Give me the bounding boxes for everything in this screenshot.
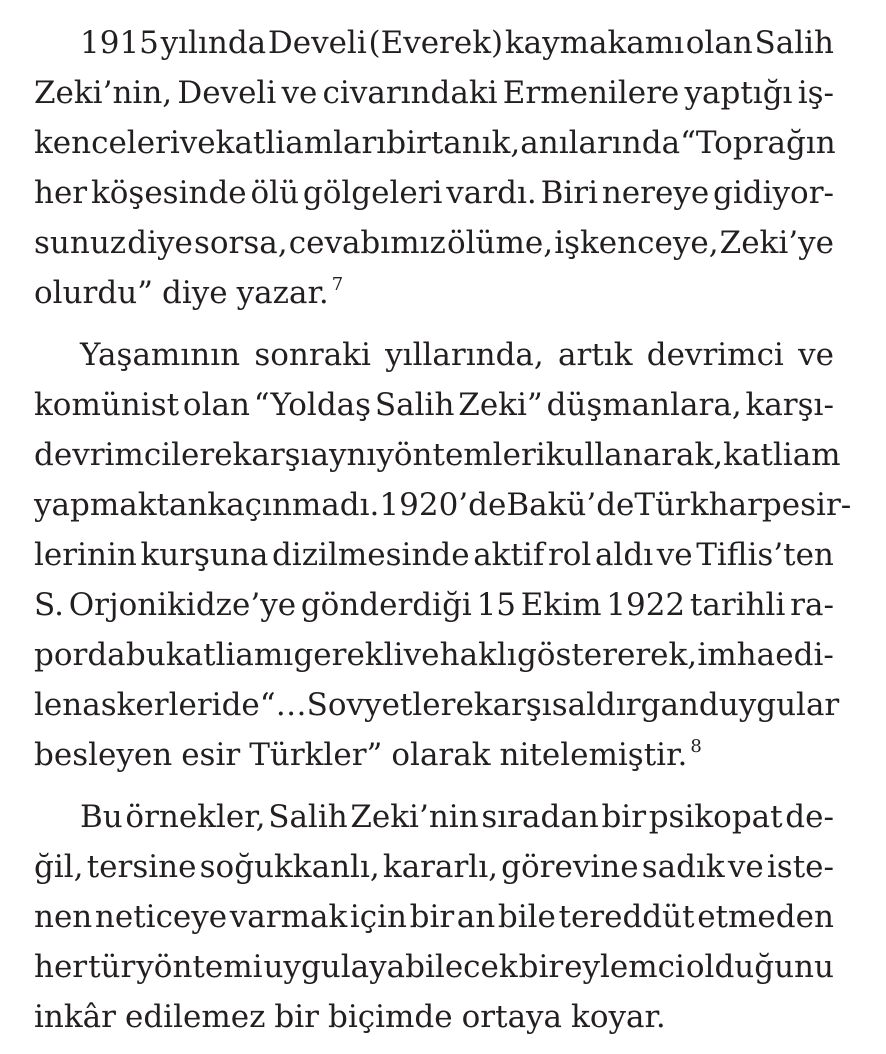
word: için [349, 899, 407, 935]
text-line [34, 168, 834, 218]
word: Orjonikidze’ye [68, 587, 297, 623]
word: ölüme, [446, 225, 554, 261]
text-line [34, 730, 834, 780]
word: aynı [310, 437, 377, 473]
word: ğil, [34, 849, 84, 885]
word: askerleri [82, 687, 222, 723]
text-line [34, 218, 834, 268]
word: lerinin [34, 537, 137, 573]
word: “… [259, 687, 307, 723]
word: rol [547, 537, 592, 573]
text-line [34, 992, 834, 1042]
word: yöntemleri [376, 437, 546, 473]
word: olarak [391, 737, 491, 773]
word: 1915 [80, 25, 159, 61]
word: Develi [267, 25, 367, 61]
word: iste- [766, 849, 834, 885]
word: Türkler” [249, 737, 383, 773]
text-line [34, 330, 834, 380]
word: Salih [268, 799, 348, 835]
word: tereddüt [558, 899, 695, 935]
word: nitelemiştir. $^8$ [499, 736, 702, 773]
word: 1920’de [379, 487, 507, 523]
word: kullanarak, [545, 437, 724, 473]
text-line [34, 430, 841, 480]
word: Biri [540, 175, 598, 211]
word: yazar. $^7$ [236, 274, 344, 311]
paragraph-1 [34, 18, 834, 318]
word: devrimcilere [34, 437, 233, 473]
word: haklı [439, 637, 517, 673]
word: neticeye [94, 899, 228, 935]
word: ve [727, 849, 764, 885]
text-line [34, 630, 834, 680]
word: Ekim [520, 587, 602, 623]
word: 1922 [606, 587, 686, 623]
word: Yaşamının [80, 337, 241, 373]
word: iş- [797, 75, 834, 111]
word: dizilmesinde [271, 537, 470, 573]
word: sadık [641, 849, 725, 885]
word: olurdu” [34, 275, 154, 311]
word: her [34, 949, 88, 985]
word: yılında [160, 25, 267, 61]
word: edi- [775, 637, 834, 673]
word: esir [181, 737, 241, 773]
word: Salih [754, 25, 834, 61]
word: koyar. [571, 999, 666, 1035]
word: ve [656, 537, 693, 573]
word: kenceleri [34, 125, 180, 161]
document-page [34, 18, 852, 1054]
word: Salih [374, 387, 455, 423]
word: cevabımız [288, 225, 446, 261]
word: nereye [601, 175, 710, 211]
word: nen [34, 899, 93, 935]
word: ölü [250, 175, 300, 211]
word: an [456, 899, 496, 935]
word: düşmanlara, [546, 387, 742, 423]
word: eylemci [564, 949, 685, 985]
word: de- [785, 799, 834, 835]
word: karşı [232, 437, 311, 473]
text-line [34, 118, 834, 168]
word: tersine [86, 849, 197, 885]
word: Ermenilere [502, 75, 680, 111]
word: Zeki” [458, 387, 543, 423]
text-line [34, 380, 834, 430]
text-line [34, 792, 834, 842]
word: Tiflis’ten [696, 537, 834, 573]
word: gerekli [293, 637, 404, 673]
text-line [34, 268, 834, 318]
word: ve [179, 125, 216, 161]
word: göstererek, [516, 637, 698, 673]
word: görevine [501, 849, 639, 885]
word: diye [162, 275, 228, 311]
text-line [34, 480, 852, 530]
word: olan [182, 387, 250, 423]
word: devrimci [646, 337, 784, 373]
word: Sovyetlere [306, 687, 474, 723]
word: edilemez [124, 999, 266, 1035]
word: bir [518, 949, 564, 985]
word: civarındaki [322, 75, 498, 111]
word: bir [409, 899, 455, 935]
word: psikopat [648, 799, 783, 835]
footnote-marker[interactable]: 8 [690, 736, 702, 757]
word: len [34, 687, 83, 723]
word: örnekler, [125, 799, 266, 835]
word: işkenceye, [554, 225, 719, 261]
word: bir [274, 999, 319, 1035]
word: köşesinde [90, 175, 247, 211]
word: yaptığı [684, 75, 793, 111]
word: duygular [698, 687, 840, 723]
word: sorsa, [193, 225, 288, 261]
word: ve [798, 337, 834, 373]
word: Develi [177, 75, 277, 111]
word: biçimde [328, 999, 453, 1035]
word: ra- [790, 587, 834, 623]
word: Türk [634, 487, 709, 523]
word: karşı- [745, 387, 834, 423]
word: kaymakamı [504, 25, 685, 61]
word: katliamları [215, 125, 387, 161]
word: varmak [229, 899, 348, 935]
word: sonraki [254, 337, 371, 373]
word: sıradan [481, 799, 599, 835]
word: kararlı, [382, 849, 498, 885]
word: imha [697, 637, 776, 673]
word: yapmaktan [34, 487, 208, 523]
word: sunuz [34, 225, 127, 261]
word: porda [34, 637, 126, 673]
word: her [34, 175, 88, 211]
word: gidiyor- [713, 175, 834, 211]
word: gölgeleri [302, 175, 443, 211]
word: Bu [80, 799, 123, 835]
word: Zeki’nin [350, 799, 479, 835]
word: “Yoldaş [253, 387, 372, 423]
word: tanık, [430, 125, 521, 161]
word: Zeki’ye [719, 225, 834, 261]
word: saldırgan [551, 687, 699, 723]
text-line [34, 942, 834, 992]
word: soğukkanlı, [199, 849, 380, 885]
text-line [34, 580, 834, 630]
word: gönderdiği [300, 587, 472, 623]
text-line [34, 530, 834, 580]
text-line [34, 842, 834, 892]
word: bir [386, 125, 431, 161]
text-line [34, 680, 840, 730]
text-line [34, 892, 834, 942]
text-line [34, 68, 834, 118]
word: tarihli [689, 587, 786, 623]
word: ve [281, 75, 318, 111]
word: S. [34, 587, 64, 623]
word: aktif [473, 537, 545, 573]
word: tür [88, 949, 136, 985]
word: katliam [723, 437, 841, 473]
word: bile [497, 899, 556, 935]
word: karşı [473, 687, 552, 723]
word: yıllarında, [385, 337, 544, 373]
word: bir [601, 799, 647, 835]
paragraph-3 [34, 792, 834, 1042]
word: ve [403, 637, 440, 673]
word: inkâr [34, 999, 116, 1035]
word: de [221, 687, 260, 723]
footnote-marker[interactable]: 7 [331, 274, 344, 295]
text-line [34, 18, 834, 68]
word: harp [708, 487, 782, 523]
word: yöntemi [136, 949, 263, 985]
word: vardı. [446, 175, 537, 211]
word: etmeden [697, 899, 834, 935]
word: komünist [34, 387, 180, 423]
word: aldı [594, 537, 654, 573]
word: (Everek) [368, 25, 504, 61]
word: “Toprağın [680, 125, 836, 161]
word: olan [685, 25, 753, 61]
word: kaçınmadı. [207, 487, 380, 523]
word: Bakü’de [506, 487, 635, 523]
word: esir- [781, 487, 852, 523]
word: olduğunu [685, 949, 834, 985]
word: diye [127, 225, 193, 261]
word: kurşuna [140, 537, 269, 573]
word: besleyen [34, 737, 173, 773]
word: katliamı [165, 637, 294, 673]
word: uygulayabilecek [263, 949, 518, 985]
word: anılarında [520, 125, 681, 161]
word: artık [558, 337, 633, 373]
word: Zeki’nin, [34, 75, 173, 111]
word: bu [125, 637, 166, 673]
paragraph-2 [34, 330, 852, 780]
word: 15 [476, 587, 517, 623]
word: ortaya [461, 999, 563, 1035]
